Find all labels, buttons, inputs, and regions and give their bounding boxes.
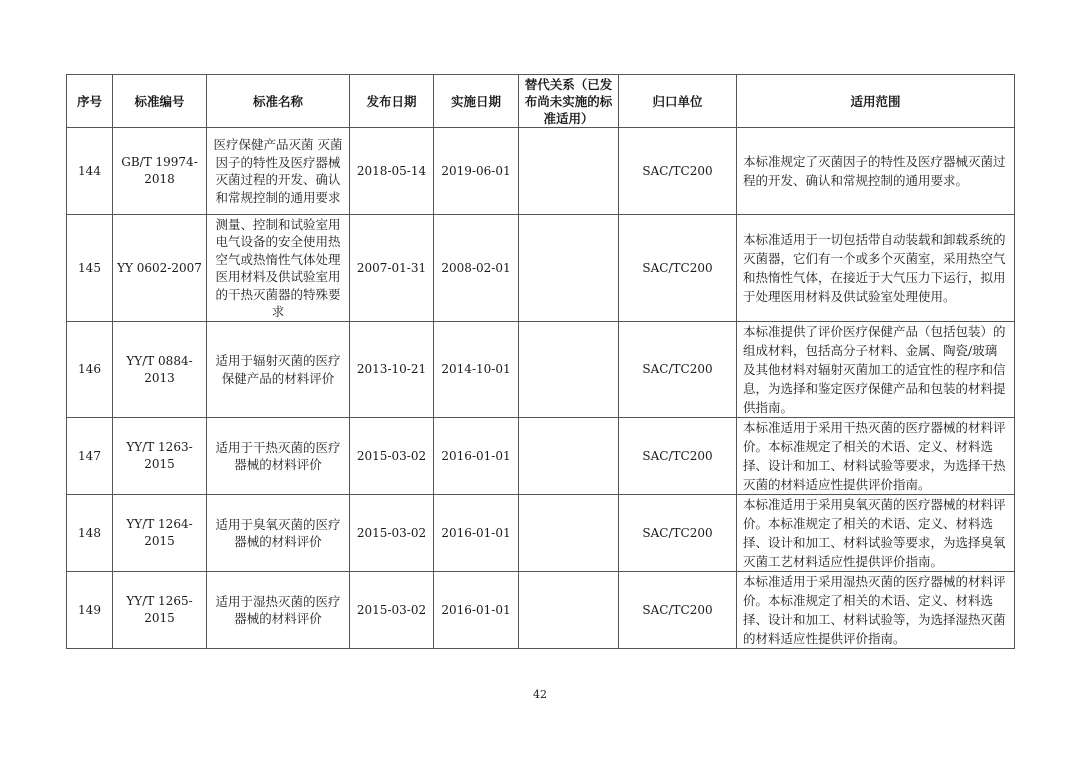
header-publish-date: 发布日期: [350, 75, 434, 128]
cell-code: YY/T 1263-2015: [113, 418, 207, 495]
cell-seq: 146: [67, 322, 113, 418]
cell-publish-date: 2013-10-21: [350, 322, 434, 418]
cell-code: YY 0602-2007: [113, 215, 207, 322]
cell-scope: 本标准提供了评价医疗保健产品（包括包装）的组成材料，包括高分子材料、金属、陶瓷/玻璃及其他材料对辐射灭菌加工的适宜性的程序和信息，为选择和鉴定医疗保健产品和包装的材料提供指南。: [737, 322, 1015, 418]
cell-unit: SAC/TC200: [619, 418, 737, 495]
cell-unit: SAC/TC200: [619, 495, 737, 572]
header-code: 标准编号: [113, 75, 207, 128]
cell-name: 适用于干热灭菌的医疗器械的材料评价: [207, 418, 350, 495]
cell-name: 测量、控制和试验室用电气设备的安全使用热空气或热惰性气体处理医用材料及供试验室用的干热灭菌器的特殊要求: [207, 215, 350, 322]
cell-unit: SAC/TC200: [619, 322, 737, 418]
cell-replacement: [519, 418, 619, 495]
cell-name: 适用于湿热灭菌的医疗器械的材料评价: [207, 572, 350, 649]
cell-publish-date: 2015-03-02: [350, 495, 434, 572]
header-replacement: 替代关系（已发布尚未实施的标准适用）: [519, 75, 619, 128]
header-scope: 适用范围: [737, 75, 1015, 128]
cell-seq: 149: [67, 572, 113, 649]
cell-replacement: [519, 495, 619, 572]
table-row: [67, 418, 1015, 495]
cell-unit: SAC/TC200: [619, 572, 737, 649]
header-implement-date: 实施日期: [434, 75, 519, 128]
cell-code: YY/T 1265-2015: [113, 572, 207, 649]
cell-scope: 本标准适用于采用臭氧灭菌的医疗器械的材料评价。本标准规定了相关的术语、定义、材料选择、设计和加工、材料试验等要求，为选择臭氧灭菌工艺材料适应性提供评价指南。: [737, 495, 1015, 572]
cell-scope: 本标准规定了灭菌因子的特性及医疗器械灭菌过程的开发、确认和常规控制的通用要求。: [737, 128, 1015, 215]
cell-seq: 147: [67, 418, 113, 495]
cell-replacement: [519, 215, 619, 322]
cell-implement-date: 2016-01-01: [434, 572, 519, 649]
cell-implement-date: 2016-01-01: [434, 495, 519, 572]
cell-scope: 本标准适用于一切包括带自动装载和卸载系统的灭菌器，它们有一个或多个灭菌室，采用热空气和热惰性气体，在接近于大气压力下运行，拟用于处理医用材料及供试验室处理使用。: [737, 215, 1015, 322]
cell-seq: 145: [67, 215, 113, 322]
table-row: [67, 572, 1015, 649]
cell-publish-date: 2015-03-02: [350, 572, 434, 649]
cell-name: 适用于辐射灭菌的医疗保健产品的材料评价: [207, 322, 350, 418]
cell-code: YY/T 0884-2013: [113, 322, 207, 418]
cell-code: GB/T 19974-2018: [113, 128, 207, 215]
cell-replacement: [519, 572, 619, 649]
cell-name: 适用于臭氧灭菌的医疗器械的材料评价: [207, 495, 350, 572]
cell-implement-date: 2019-06-01: [434, 128, 519, 215]
cell-replacement: [519, 322, 619, 418]
cell-scope: 本标准适用于采用湿热灭菌的医疗器械的材料评价。本标准规定了相关的术语、定义、材料选择、设计和加工、材料试验等，为选择湿热灭菌的材料适应性提供评价指南。: [737, 572, 1015, 649]
cell-unit: SAC/TC200: [619, 128, 737, 215]
page-number: 42: [533, 688, 547, 701]
header-row: [67, 75, 1015, 128]
header-name: 标准名称: [207, 75, 350, 128]
cell-replacement: [519, 128, 619, 215]
cell-name: 医疗保健产品灭菌 灭菌因子的特性及医疗器械灭菌过程的开发、确认和常规控制的通用要求: [207, 128, 350, 215]
cell-unit: SAC/TC200: [619, 215, 737, 322]
cell-implement-date: 2014-10-01: [434, 322, 519, 418]
cell-publish-date: 2018-05-14: [350, 128, 434, 215]
cell-publish-date: 2007-01-31: [350, 215, 434, 322]
cell-seq: 144: [67, 128, 113, 215]
header-unit: 归口单位: [619, 75, 737, 128]
table-row: [67, 495, 1015, 572]
cell-code: YY/T 1264-2015: [113, 495, 207, 572]
cell-implement-date: 2008-02-01: [434, 215, 519, 322]
cell-scope: 本标准适用于采用干热灭菌的医疗器械的材料评价。本标准规定了相关的术语、定义、材料选择、设计和加工、材料试验等要求，为选择干热灭菌的材料适应性提供评价指南。: [737, 418, 1015, 495]
header-seq: 序号: [67, 75, 113, 128]
cell-publish-date: 2015-03-02: [350, 418, 434, 495]
cell-seq: 148: [67, 495, 113, 572]
table-row: [67, 128, 1015, 215]
standards-table: [66, 74, 1015, 649]
table-row: [67, 215, 1015, 322]
cell-implement-date: 2016-01-01: [434, 418, 519, 495]
table-row: [67, 322, 1015, 418]
